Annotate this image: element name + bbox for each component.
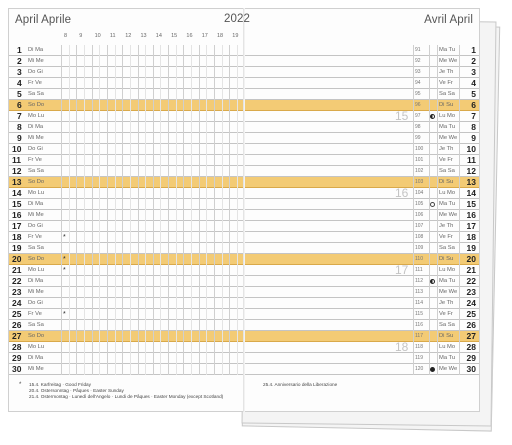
day-row[interactable] — [9, 199, 243, 210]
day-number: 3 — [17, 67, 22, 77]
day-row[interactable] — [245, 221, 479, 232]
day-name: So Do — [28, 179, 45, 185]
day-name: Sa Sa — [439, 245, 455, 251]
year-day-number: 93 — [415, 69, 421, 75]
day-number: 9 — [17, 133, 22, 143]
day-row[interactable] — [245, 177, 479, 188]
right-page — [244, 8, 480, 412]
day-row[interactable] — [245, 276, 479, 287]
day-number: 20 — [12, 254, 22, 264]
day-number: 6 — [17, 100, 22, 110]
footnote-line: 20.4. Ostersonntag · Pâques · Easter Sunday — [29, 388, 124, 393]
day-row[interactable] — [245, 45, 479, 56]
day-number: 5 — [17, 89, 22, 99]
week-number: 16 — [395, 186, 409, 200]
holiday-marker: * — [63, 234, 66, 241]
day-name: Fr Ve — [28, 234, 42, 240]
week-number: 18 — [395, 340, 409, 354]
day-row[interactable] — [9, 133, 243, 144]
day-row[interactable] — [9, 177, 243, 188]
day-row[interactable] — [9, 210, 243, 221]
day-number: 8 — [471, 122, 476, 132]
day-row[interactable] — [245, 298, 479, 309]
day-row[interactable] — [9, 287, 243, 298]
holiday-marker: * — [63, 256, 66, 263]
hour-label: 16 — [186, 33, 193, 39]
year-day-number: 95 — [415, 91, 421, 97]
week-number: 17 — [395, 263, 409, 277]
year-day-number: 105 — [415, 201, 424, 207]
day-name: Me We — [439, 135, 458, 141]
day-name: So Do — [28, 333, 45, 339]
year-day-number: 101 — [415, 157, 424, 163]
day-name: Mi Me — [28, 289, 44, 295]
half-hour-gridline — [115, 45, 116, 375]
day-number: 14 — [466, 188, 476, 198]
moon-phase-icon — [430, 202, 435, 207]
day-name: Me We — [439, 212, 458, 218]
day-row[interactable] — [9, 342, 243, 353]
day-row[interactable] — [245, 155, 479, 166]
day-name: Fr Ve — [28, 311, 42, 317]
day-number: 11 — [467, 155, 476, 165]
day-name: Mo Lu — [28, 267, 45, 273]
day-number: 3 — [471, 67, 476, 77]
day-number: 2 — [17, 56, 22, 66]
year-day-number: 103 — [415, 179, 424, 185]
day-number: 26 — [12, 320, 22, 330]
hour-gridline — [214, 45, 215, 375]
day-number: 4 — [17, 78, 22, 88]
hour-gridline — [183, 45, 184, 375]
day-name: Di Ma — [28, 47, 44, 53]
day-row[interactable] — [9, 243, 243, 254]
day-name: Je Th — [439, 69, 454, 75]
holiday-marker: * — [63, 267, 66, 274]
year-day-number: 114 — [415, 300, 423, 306]
half-hour-gridline — [191, 45, 192, 375]
day-name: Mo Lu — [28, 113, 45, 119]
day-number: 17 — [466, 221, 476, 231]
day-row[interactable] — [245, 353, 479, 364]
book-spine — [243, 8, 245, 412]
day-name: Fr Ve — [28, 80, 42, 86]
hour-scale — [9, 33, 243, 43]
day-number: 21 — [12, 265, 22, 275]
left-page — [8, 8, 244, 412]
day-name: Me We — [439, 289, 458, 295]
day-number: 16 — [466, 210, 476, 220]
day-name: Sa Sa — [439, 168, 455, 174]
day-row[interactable] — [9, 111, 243, 122]
day-name: Ve Fr — [439, 311, 453, 317]
day-number: 8 — [17, 122, 22, 132]
day-number: 5 — [471, 89, 476, 99]
year-day-number: 107 — [415, 223, 424, 229]
moon-phase-icon — [430, 367, 435, 372]
day-number: 28 — [466, 342, 476, 352]
day-number: 20 — [466, 254, 476, 264]
day-number: 25 — [466, 309, 476, 319]
day-name: Di Su — [439, 179, 454, 185]
hour-gridline — [92, 45, 93, 375]
hour-gridline — [153, 45, 154, 375]
day-row[interactable] — [9, 78, 243, 89]
day-row[interactable] — [9, 309, 243, 320]
year-day-number: 108 — [415, 234, 424, 240]
hour-label: 19 — [232, 33, 239, 39]
column-gridline — [429, 45, 430, 375]
day-name: Do Gi — [28, 223, 43, 229]
hour-gridline — [122, 45, 123, 375]
day-number: 17 — [12, 221, 22, 231]
day-number: 27 — [466, 331, 476, 341]
day-number: 10 — [12, 144, 22, 154]
day-number: 23 — [466, 287, 476, 297]
day-number: 19 — [12, 243, 22, 253]
day-row[interactable] — [245, 364, 479, 375]
day-name: Di Su — [439, 333, 454, 339]
day-name: Ma Tu — [439, 355, 456, 361]
day-name: Lu Mo — [439, 190, 456, 196]
day-number: 19 — [466, 243, 476, 253]
day-number: 23 — [12, 287, 22, 297]
year-day-number: 111 — [415, 267, 423, 273]
year-day-number: 119 — [415, 355, 423, 361]
holiday-footnotes — [19, 382, 223, 400]
day-number: 1 — [471, 45, 476, 55]
day-number: 21 — [466, 265, 476, 275]
day-name: Sa Sa — [28, 168, 44, 174]
year-day-number: 100 — [415, 146, 424, 152]
day-name: Sa Sa — [28, 91, 44, 97]
week-number: 15 — [395, 109, 409, 123]
hour-gridline — [229, 45, 230, 375]
day-row[interactable] — [9, 188, 243, 199]
day-name: Ve Fr — [439, 157, 453, 163]
day-name: Di Ma — [28, 201, 44, 207]
month-title-left: April Aprile — [15, 14, 72, 26]
day-name: Me We — [439, 366, 458, 372]
holiday-marker: * — [63, 311, 66, 318]
day-name: Mi Me — [28, 135, 44, 141]
day-number: 2 — [471, 56, 476, 66]
day-name: Do Gi — [28, 300, 43, 306]
day-row[interactable] — [245, 265, 479, 276]
year-day-number: 115 — [415, 311, 423, 317]
hour-label: 17 — [201, 33, 208, 39]
column-gridline — [459, 45, 460, 375]
day-row[interactable] — [245, 67, 479, 78]
day-name: Sa Sa — [28, 245, 44, 251]
day-number: 13 — [466, 177, 476, 187]
hour-label: 12 — [125, 33, 132, 39]
day-name: Lu Mo — [439, 113, 456, 119]
hour-gridline — [138, 45, 139, 375]
hour-gridline — [107, 45, 108, 375]
day-name: Je Th — [439, 300, 454, 306]
day-name: Sa Sa — [439, 322, 455, 328]
day-row[interactable] — [9, 122, 243, 133]
day-number: 18 — [466, 232, 476, 242]
day-row[interactable] — [9, 67, 243, 78]
day-name: Mi Me — [28, 212, 44, 218]
footnote-line: 15.4. Karfreitag · Good Friday — [29, 382, 92, 387]
day-number: 7 — [471, 111, 476, 121]
year-day-number: 97 — [415, 113, 421, 119]
hour-gridline — [199, 45, 200, 375]
half-hour-gridline — [99, 45, 100, 375]
day-name: Mo Lu — [28, 190, 45, 196]
half-hour-gridline — [222, 45, 223, 375]
year-day-number: 117 — [415, 333, 423, 339]
day-number: 30 — [466, 364, 476, 374]
day-name: Sa Sa — [28, 322, 44, 328]
day-row[interactable] — [9, 276, 243, 287]
column-gridline — [413, 45, 414, 375]
day-row[interactable] — [9, 254, 243, 265]
column-gridline — [437, 45, 438, 375]
year-day-number: 112 — [415, 278, 423, 284]
half-hour-gridline — [145, 45, 146, 375]
day-row[interactable] — [9, 331, 243, 342]
hour-label: 9 — [79, 33, 83, 39]
hour-gridline — [61, 45, 62, 375]
year-day-number: 96 — [415, 102, 421, 108]
day-name: Do Gi — [28, 146, 43, 152]
day-number: 25 — [12, 309, 22, 319]
hour-label: 11 — [109, 33, 116, 39]
day-row[interactable] — [9, 155, 243, 166]
day-number: 14 — [12, 188, 22, 198]
hour-gridline — [76, 45, 77, 375]
day-number: 18 — [12, 232, 22, 242]
year-day-number: 118 — [415, 344, 423, 350]
day-number: 22 — [466, 276, 476, 286]
day-name: Mo Lu — [28, 344, 45, 350]
day-row[interactable] — [9, 166, 243, 177]
day-row[interactable] — [245, 56, 479, 67]
day-row[interactable] — [245, 89, 479, 100]
day-number: 27 — [12, 331, 22, 341]
day-number: 1 — [17, 45, 22, 55]
day-row[interactable] — [245, 210, 479, 221]
day-row[interactable] — [245, 166, 479, 177]
year-day-number: 120 — [415, 366, 424, 372]
day-row[interactable] — [245, 342, 479, 353]
day-number: 28 — [12, 342, 22, 352]
day-name: So Do — [28, 102, 45, 108]
day-name: Mi Me — [28, 366, 44, 372]
day-row[interactable] — [245, 78, 479, 89]
day-name: So Do — [28, 256, 45, 262]
year-day-number: 91 — [415, 47, 421, 53]
holiday-footnote-right: 25.4. Anniversario della Liberazione — [263, 382, 338, 387]
hour-label: 10 — [94, 33, 101, 39]
day-number: 7 — [17, 111, 22, 121]
year-day-number: 94 — [415, 80, 421, 86]
day-row[interactable] — [245, 287, 479, 298]
day-row[interactable] — [245, 331, 479, 342]
day-name: Lu Mo — [439, 344, 456, 350]
year-day-number: 113 — [415, 289, 423, 295]
hour-label: 13 — [140, 33, 147, 39]
half-hour-gridline — [84, 45, 85, 375]
day-name: Je Th — [439, 146, 454, 152]
day-name: Ve Fr — [439, 234, 453, 240]
day-number: 12 — [466, 166, 476, 176]
hour-gridline — [168, 45, 169, 375]
day-name: Ma Tu — [439, 201, 456, 207]
day-name: Di Su — [439, 256, 454, 262]
day-row[interactable] — [9, 298, 243, 309]
day-row[interactable] — [9, 89, 243, 100]
day-row[interactable] — [245, 254, 479, 265]
day-number: 29 — [12, 353, 22, 363]
day-row[interactable] — [245, 122, 479, 133]
day-name: Di Ma — [28, 278, 44, 284]
year-day-number: 106 — [415, 212, 424, 218]
day-row[interactable] — [9, 221, 243, 232]
day-row[interactable] — [245, 144, 479, 155]
day-name: Fr Ve — [28, 157, 42, 163]
year-day-number: 99 — [415, 135, 421, 141]
month-title-right: Avril April — [424, 14, 473, 26]
day-row[interactable] — [9, 45, 243, 56]
half-hour-gridline — [160, 45, 161, 375]
day-number: 13 — [12, 177, 22, 187]
day-name: Lu Mo — [439, 267, 456, 273]
day-row[interactable] — [245, 188, 479, 199]
day-row[interactable] — [245, 199, 479, 210]
day-row[interactable] — [245, 243, 479, 254]
day-number: 24 — [466, 298, 476, 308]
day-number: 6 — [471, 100, 476, 110]
day-row[interactable] — [9, 144, 243, 155]
day-name: Je Th — [439, 223, 454, 229]
day-row[interactable] — [9, 364, 243, 375]
year-title: 2022 — [224, 13, 250, 25]
day-row[interactable] — [9, 320, 243, 331]
day-row[interactable] — [245, 133, 479, 144]
moon-phase-icon — [430, 114, 435, 119]
day-row[interactable] — [9, 100, 243, 111]
day-name: Di Su — [439, 102, 454, 108]
year-day-number: 92 — [415, 58, 421, 64]
day-number: 16 — [12, 210, 22, 220]
day-name: Ve Fr — [439, 80, 453, 86]
day-name: Ma Tu — [439, 124, 456, 130]
footnote-line: 21.4. Ostermontag · Lunedì dell'Angelo · Lundi de Pâques · Easter Monday (except Scotland) — [29, 394, 224, 399]
hour-label: 18 — [217, 33, 224, 39]
day-number: 15 — [12, 199, 22, 209]
hour-label: 14 — [155, 33, 162, 39]
year-day-number: 98 — [415, 124, 421, 130]
day-number: 24 — [12, 298, 22, 308]
day-number: 12 — [12, 166, 22, 176]
day-name: Di Ma — [28, 355, 44, 361]
day-row[interactable] — [245, 100, 479, 111]
day-number: 4 — [471, 78, 476, 88]
day-row[interactable] — [9, 232, 243, 243]
day-number: 10 — [466, 144, 476, 154]
half-hour-gridline — [237, 45, 238, 375]
half-hour-gridline — [69, 45, 70, 375]
day-number: 30 — [12, 364, 22, 374]
day-row[interactable] — [9, 265, 243, 276]
day-row[interactable] — [9, 56, 243, 67]
day-number: 15 — [466, 199, 476, 209]
day-number: 9 — [471, 133, 476, 143]
year-day-number: 110 — [415, 256, 423, 262]
year-day-number: 109 — [415, 245, 424, 251]
year-day-number: 104 — [415, 190, 424, 196]
day-name: Me We — [439, 58, 458, 64]
moon-phase-icon — [430, 279, 435, 284]
year-day-number: 116 — [415, 322, 423, 328]
day-row[interactable] — [245, 232, 479, 243]
hour-label: 8 — [64, 33, 68, 39]
day-number: 22 — [12, 276, 22, 286]
day-name: Mi Me — [28, 58, 44, 64]
day-number: 11 — [12, 155, 21, 165]
day-number: 29 — [466, 353, 476, 363]
hour-label: 15 — [171, 33, 178, 39]
half-hour-gridline — [206, 45, 207, 375]
day-number: 26 — [466, 320, 476, 330]
day-name: Di Ma — [28, 124, 44, 130]
half-hour-gridline — [176, 45, 177, 375]
day-name: Do Gi — [28, 69, 43, 75]
day-name: Sa Sa — [439, 91, 455, 97]
half-hour-gridline — [130, 45, 131, 375]
day-row[interactable] — [245, 111, 479, 122]
footnote-star: * — [19, 382, 22, 388]
day-name: Ma Tu — [439, 47, 456, 53]
year-day-number: 102 — [415, 168, 424, 174]
day-row[interactable] — [245, 309, 479, 320]
day-row[interactable] — [9, 353, 243, 364]
day-row[interactable] — [245, 320, 479, 331]
day-name: Ma Tu — [439, 278, 456, 284]
